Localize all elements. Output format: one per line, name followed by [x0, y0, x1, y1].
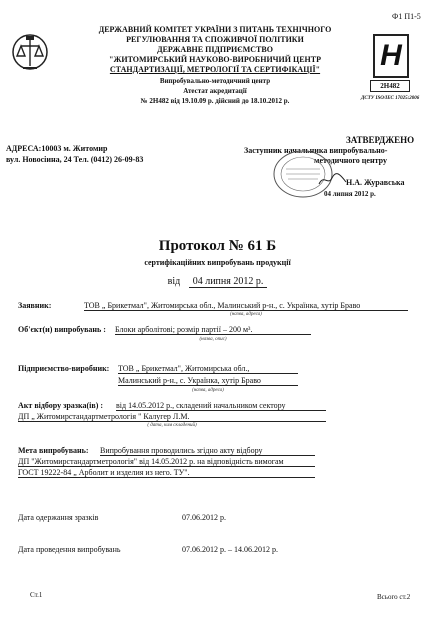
object-label: Об'єкт(и) випробувань :: [18, 325, 106, 334]
testing-date-label: Дата проведення випробувань: [18, 545, 121, 554]
accreditation-standard: ДСТУ ISO/IEC 17025:2006: [361, 96, 420, 101]
purpose-value-1: Випробування проводились згідно акту відбору: [100, 446, 315, 456]
approval-line-2: методичного центру: [314, 156, 387, 165]
protocol-date: 04 липня 2012 р.: [189, 276, 268, 288]
header-line-3: ДЕРЖАВНЕ ПІДПРИЄМСТВО: [157, 45, 273, 54]
applicant-hint: (назва, адреса): [230, 312, 262, 317]
sampling-value-1: від 14.05.2012 р., складений начальником сектору: [116, 401, 326, 411]
signature: [318, 172, 348, 188]
manufacturer-label: Підприємство-виробник:: [18, 364, 110, 373]
protocol-title: Протокол № 61 Б: [158, 238, 277, 254]
applicant-label: Заявник:: [18, 301, 52, 310]
address-line-2: вул. Новосiина, 24 Тел. (0412) 26-09-83: [6, 155, 144, 164]
protocol-subtitle: сертифікаційних випробувань продукції: [144, 258, 291, 267]
purpose-value-3: ГОСТ 19222-84 „ Арболит и изделия из него. ТУ".: [18, 468, 315, 478]
accreditation-number: 2Н482: [370, 80, 410, 92]
page-number: Ст.1: [30, 591, 43, 599]
receipt-date-label: Дата одержання зразків: [18, 513, 99, 522]
sampling-value-2: ДП „ Житомирстандартметрологія " Калугер Л.М.: [18, 412, 326, 422]
emblem-logo: [10, 32, 50, 76]
sampling-hint: ( дата, ким складений): [147, 423, 197, 428]
form-code: Ф1 П1-5: [392, 12, 421, 21]
approval-line-1: Заступник начальника випробувально-: [244, 146, 388, 155]
applicant-value: ТОВ „ Брикетмал", Житомирська обл., Малинський р-н., с. Українка, хутір Браво: [84, 301, 408, 311]
approval-signature-name: Н.А. Журавська: [346, 178, 405, 187]
manufacturer-value-1: ТОВ „ Брикетмал", Житомирська обл.,: [118, 364, 298, 374]
receipt-date-value: 07.06.2012 р.: [182, 513, 226, 522]
object-hint: (назва, опис): [199, 337, 227, 342]
purpose-value-2: ДП "Житомирстандартметрологія" від 14.05.2012 р. на відповідність вимогам: [18, 457, 315, 467]
header-line-2: РЕГУЛЮВАННЯ ТА СПОЖИВЧОЇ ПОЛІТИКИ: [126, 35, 304, 44]
accreditation-mark: [373, 34, 409, 78]
manufacturer-value-2: Малинський р-н., с. Українка, хутір Браво: [118, 376, 298, 386]
approval-date: 04 липня 2012 р.: [324, 190, 376, 198]
header-line-8: № 2Н482 від 19.10.09 р. дійсний до 18.10.2012 р.: [140, 97, 290, 105]
header-line-1: ДЕРЖАВНИЙ КОМІТЕТ УКРАЇНИ З ПИТАНЬ ТЕХНІЧНОГО: [98, 25, 332, 34]
object-value: Блоки арболітові; розмір партії – 200 м³.: [115, 325, 311, 335]
header-line-7: Атестат акредитації: [183, 87, 247, 95]
accreditation-symbol: Н: [380, 39, 402, 72]
header-line-6: Випробувально-методичний центр: [159, 77, 271, 85]
approval-title: ЗАТВЕРДЖЕНО: [346, 135, 415, 145]
sampling-label: Акт відбору зразка(ів) :: [18, 401, 104, 410]
manufacturer-hint: (назва, адреса): [192, 388, 224, 393]
testing-date-value: 07.06.2012 р. – 14.06.2012 р.: [182, 545, 278, 554]
protocol-date-row: [0, 276, 435, 288]
total-pages: Всього ст.2: [377, 593, 411, 601]
address-line-1: АДРЕСА:10003 м. Житомир: [6, 144, 108, 153]
purpose-label: Мета випробувань:: [18, 446, 89, 455]
header-line-5: СТАНДАРТИЗАЦІЇ, МЕТРОЛОГІЇ ТА СЕРТИФІКАЦІЇ": [109, 65, 321, 74]
header-line-4: "ЖИТОМИРСЬКИЙ НАУКОВО-ВИРОБНИЧИЙ ЦЕНТР: [109, 55, 321, 64]
protocol-date-prefix: від: [167, 276, 181, 287]
